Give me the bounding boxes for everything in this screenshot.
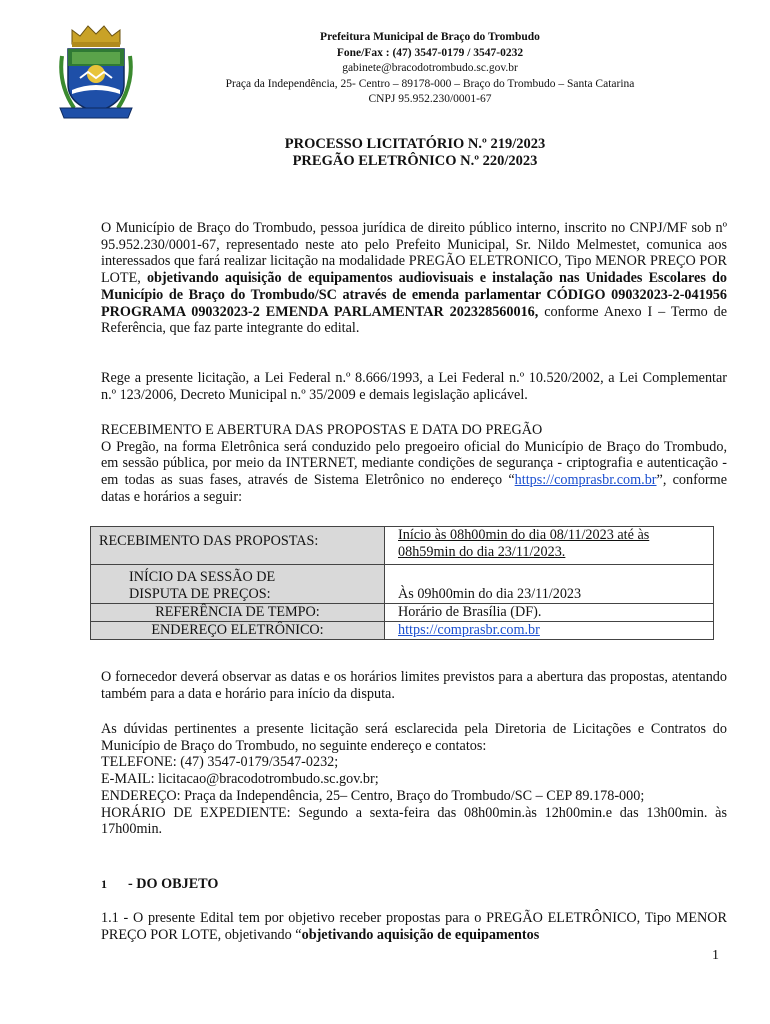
org-address: Praça da Independência, 25- Centro – 89178-000 – Braço do Trombudo – Santa Catarina bbox=[225, 77, 635, 90]
schedule-table bbox=[90, 526, 714, 640]
receipt-section bbox=[101, 422, 727, 506]
schedule-value bbox=[385, 527, 714, 565]
process-number: PROCESSO LICITATÓRIO N.º 219/2023 bbox=[284, 136, 546, 152]
section-number: 1 bbox=[101, 877, 107, 891]
org-cnpj: CNPJ 95.952.230/0001-67 bbox=[368, 93, 492, 105]
schedule-value: Horário de Brasília (DF). bbox=[385, 604, 714, 622]
contact-phone: TELEFONE: (47) 3547-0179/3547-0232; bbox=[101, 754, 339, 771]
coat-of-arms-icon bbox=[58, 22, 134, 122]
legislation-paragraph: Rege a presente licitação, a Lei Federal n.º 8.666/1993, a Lei Federal n.º 10.520/2002, a Lei Complementar n.º 123/2006, Decreto Municipal n.º 35/2009 e demais legislação aplicável. bbox=[101, 370, 727, 403]
contacts-intro: As dúvidas pertinentes a presente licitação será esclarecida pela Diretoria de Licitações e Contratos do Município de Braço do Trombudo, no seguinte endereço e contatos: bbox=[101, 721, 727, 754]
schedule-label: RECEBIMENTO DAS PROPOSTAS: bbox=[91, 527, 385, 565]
intro-text-1: O Município de Braço do Trombudo, pessoa jurídica de direito público interno, inscrito no CNPJ/MF sob nº 95.952.230/0001-67, representado neste ato pelo Prefeito Municipal, Sr. Nildo Melmestet, comunica aos interessados que fará realizar licitação na modalidade PREGÃO ELETRONICO, Tipo MENOR PREÇO POR LOTE, bbox=[101, 220, 727, 287]
receipt-heading: RECEBIMENTO E ABERTURA DAS PROPOSTAS E DATA DO PREGÃO bbox=[101, 422, 543, 438]
schedule-label: ENDEREÇO ELETRÔNICO: bbox=[91, 622, 385, 640]
intro-paragraph bbox=[101, 220, 727, 337]
contact-address: ENDEREÇO: Praça da Independência, 25– Centro, Braço do Trombudo/SC – CEP 89.178-000; bbox=[101, 787, 645, 804]
table-row bbox=[91, 622, 714, 640]
item-text: 1.1 - O presente Edital tem por objetivo receber propostas para o PREGÃO ELETRÔNICO, Tipo MENOR PREÇO POR LOTE, objetivando “ bbox=[101, 910, 727, 943]
receipt-body bbox=[101, 439, 727, 506]
org-name: Prefeitura Municipal de Braço do Trombudo bbox=[320, 31, 540, 43]
table-row bbox=[91, 565, 714, 604]
contact-hours: HORÁRIO DE EXPEDIENTE: Segundo a sexta-feira das 08h00min.às 12h00min.e das 13h00min. às 17h00min. bbox=[101, 804, 727, 838]
table-row bbox=[91, 604, 714, 622]
contact-email: E-MAIL: licitacao@bracodotrombudo.sc.gov.br; bbox=[101, 771, 379, 788]
table-row bbox=[91, 527, 714, 565]
page-number: 1 bbox=[712, 948, 719, 963]
org-phone: Fone/Fax : (47) 3547-0179 / 3547-0232 bbox=[336, 46, 524, 59]
intro-text-2: conforme Anexo I – Termo de Referência, que faz parte integrante do edital. bbox=[101, 303, 728, 337]
item-text-bold: objetivando aquisição de equipamentos bbox=[301, 926, 540, 943]
schedule-value-line: Início às 08h00min do dia 08/11/2023 até às bbox=[398, 527, 650, 543]
schedule-label: INÍCIO DA SESSÃO DE DISPUTA DE PREÇOS: bbox=[91, 565, 385, 604]
contacts-section bbox=[101, 721, 727, 838]
org-email: gabinete@bracodotrombudo.sc.gov.br bbox=[342, 62, 518, 74]
document-title bbox=[100, 136, 730, 169]
schedule-value bbox=[385, 622, 714, 640]
section-heading bbox=[101, 876, 218, 893]
receipt-text-1: O Pregão, na forma Eletrônica será conduzido pelo pregoeiro oficial do Município de Braço do Trombudo, em sessão pública, por meio da INTERNET, mediante condições de segurança - criptografia e autenticação - em todas as suas fases, através de Sistema Eletrônico no endereço “ bbox=[101, 438, 727, 489]
receipt-text-2: ”, conforme datas e horários a seguir: bbox=[101, 472, 727, 505]
section-1-1-paragraph bbox=[101, 910, 727, 943]
comprasbr-link[interactable]: https://comprasbr.com.br bbox=[398, 622, 540, 638]
pregao-number: PREGÃO ELETRÔNICO N.º 220/2023 bbox=[292, 152, 538, 169]
comprasbr-link[interactable]: https://comprasbr.com.br bbox=[514, 472, 657, 489]
section-title: - DO OBJETO bbox=[128, 876, 219, 892]
intro-object-bold: objetivando aquisição de equipamentos audiovisuais e instalação nas Unidades Escolares do Município de Braço do Trombudo/SC através de emenda parlamentar CÓDIGO 09032023-2-041956 PROGRAMA 09032023-2 EMENDA PARLAMENTAR 202328560016, bbox=[101, 270, 727, 320]
letterhead bbox=[170, 30, 690, 108]
supplier-paragraph: O fornecedor deverá observar as datas e os horários limites previstos para a abertura das propostas, atentando também para a data e horário para início da disputa. bbox=[101, 669, 727, 702]
schedule-value: Às 09h00min do dia 23/11/2023 bbox=[385, 565, 714, 604]
schedule-label: REFERÊNCIA DE TEMPO: bbox=[91, 604, 385, 622]
schedule-value-line: 08h59min do dia 23/11/2023. bbox=[398, 544, 566, 560]
